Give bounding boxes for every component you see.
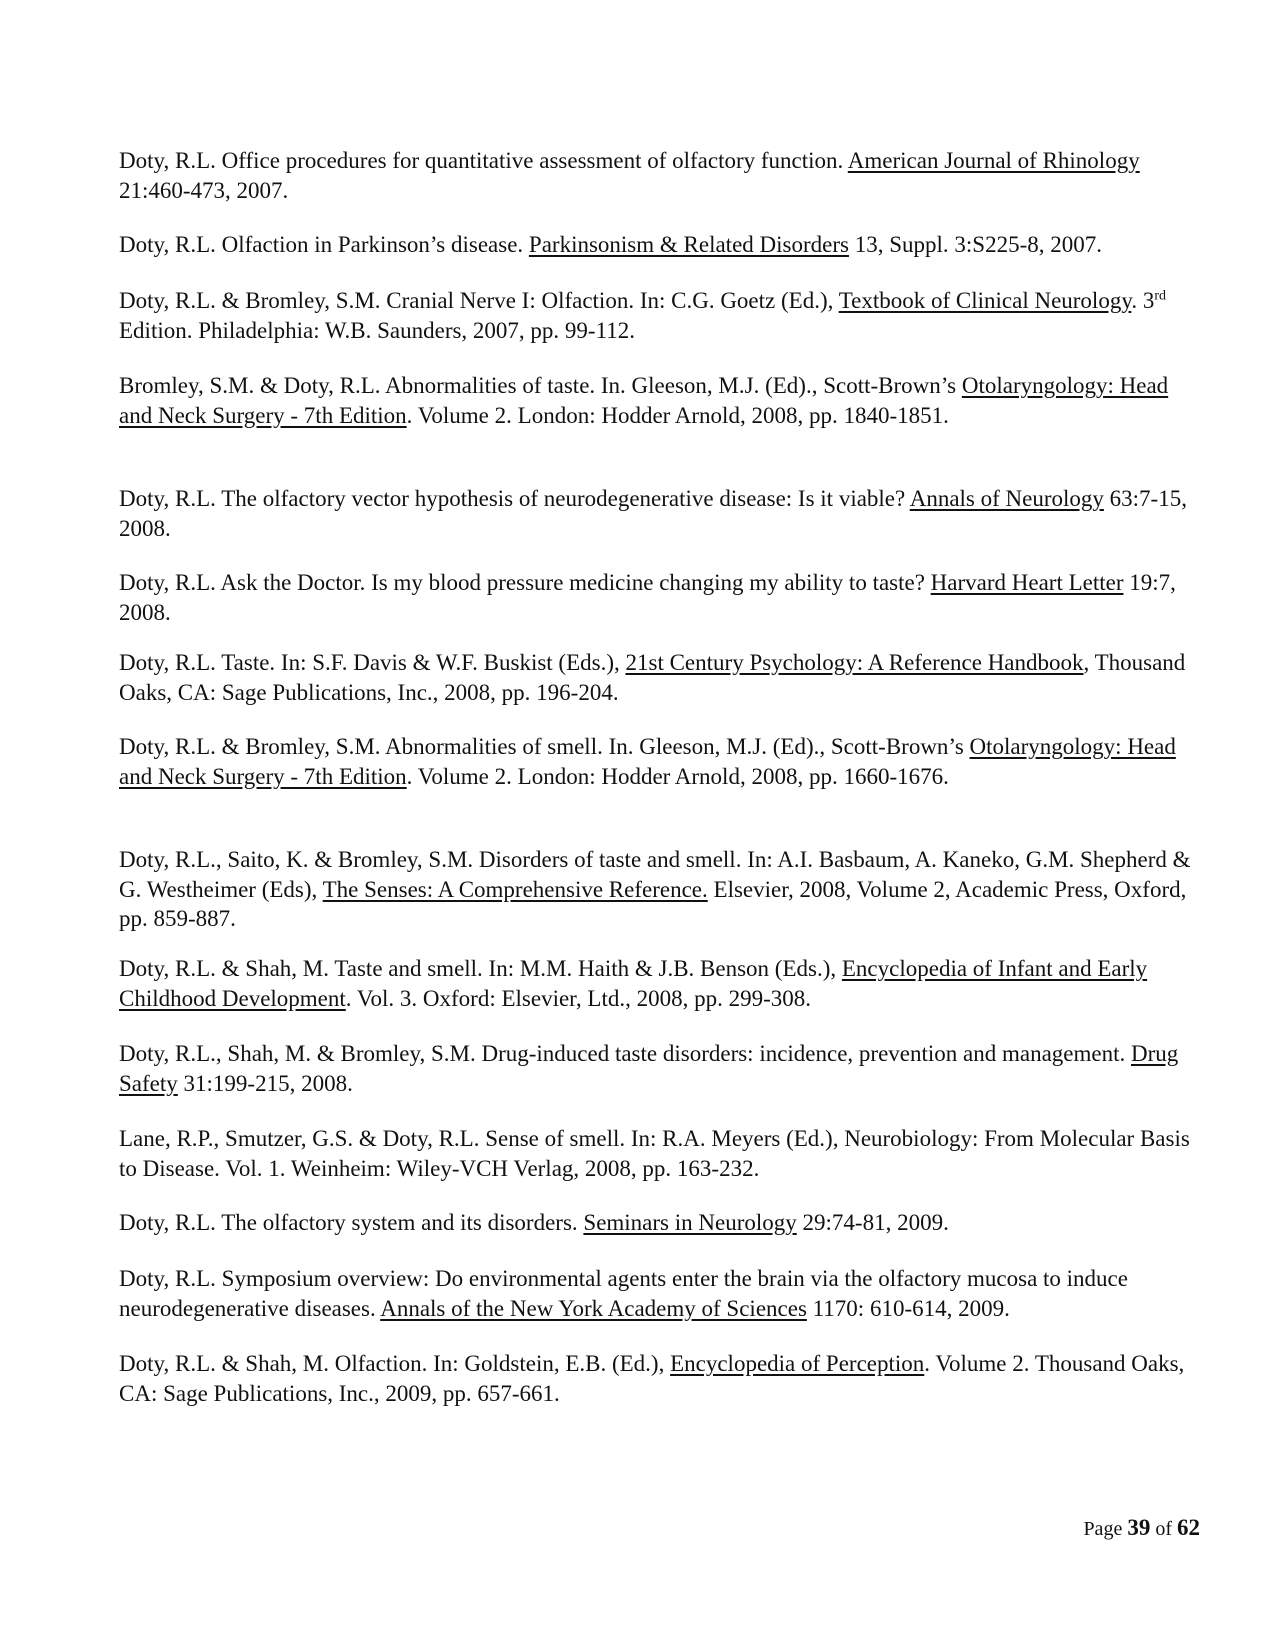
reference-item: Doty, R.L. Taste. In: S.F. Davis & W.F. Buskist (Eds.), 21st Century Psychology: A Reference Handbook, Thousand Oaks, CA: Sage Publications, Inc., 2008, pp. 196-204. bbox=[119, 650, 1186, 705]
source-title: Annals of Neurology bbox=[909, 486, 1104, 511]
source-title: Otolaryngology: Head and Neck Surgery - 7th Edition bbox=[119, 373, 1169, 428]
reference-item: Doty, R.L. & Shah, M. Taste and smell. In: M.M. Haith & J.B. Benson (Eds.), Encyclopedia of Infant and Early Childhood Development. Vol. 3. Oxford: Elsevier, Ltd., 2008, pp. 299-308. bbox=[119, 956, 1148, 1011]
source-title: Parkinsonism & Related Disorders bbox=[528, 232, 849, 257]
reference-item: Doty, R.L., Saito, K. & Bromley, S.M. Disorders of taste and smell. In: A.I. Basbaum, A. Kaneko, G.M. Shepherd & G. Westheimer (Eds), The Senses: A Comprehensive Reference. Elsevier, 2008, Volume 2, Academic Press, Oxford, pp. 859-887. bbox=[119, 847, 1191, 931]
reference-item: Lane, R.P., Smutzer, G.S. & Doty, R.L. Sense of smell. In: R.A. Meyers (Ed.), Neurobiology: From Molecular Basis to Disease. Vol. 1. Weinheim: Wiley-VCH Verlag, 2008, pp. 163-232. bbox=[119, 1126, 1190, 1181]
source-title: Seminars in Neurology bbox=[583, 1210, 797, 1235]
reference-item: Doty, R.L. Olfaction in Parkinson’s disease. Parkinsonism & Related Disorders 13, Suppl. 3:S225-8, 2007. bbox=[119, 232, 1102, 257]
source-title: Drug Safety bbox=[119, 1041, 1179, 1096]
source-title: Annals of the New York Academy of Sciences bbox=[380, 1295, 807, 1321]
reference-item: Bromley, S.M. & Doty, R.L. Abnormalities of taste. In. Gleeson, M.J. (Ed)., Scott-Brown’s Otolaryngology: Head and Neck Surgery - 7th Edition. Volume 2. London: Hodder Arnold, 2008, pp. 1840-1851. bbox=[119, 373, 1169, 428]
reference-item: Doty, R.L. & Bromley, S.M. Cranial Nerve I: Olfaction. In: C.G. Goetz (Ed.), Textbook of Clinical Neurology. 3rd Edition. Philadelphia: W.B. Saunders, 2007, pp. 99-112. bbox=[119, 288, 1167, 343]
source-title: Otolaryngology: Head and Neck Surgery - 7th Edition bbox=[119, 734, 1176, 789]
source-title: Harvard Heart Letter bbox=[930, 570, 1124, 595]
reference-item: Doty, R.L. The olfactory system and its disorders. Seminars in Neurology 29:74-81, 2009. bbox=[119, 1210, 949, 1235]
source-title: Encyclopedia of Perception bbox=[670, 1351, 925, 1376]
reference-item: Doty, R.L. Ask the Doctor. Is my blood pressure medicine changing my ability to taste? Harvard Heart Letter 19:7, 2008. bbox=[119, 570, 1176, 625]
reference-item: Doty, R.L. The olfactory vector hypothesis of neurodegenerative disease: Is it viable? Annals of Neurology 63:7-15, 2008. bbox=[119, 486, 1187, 541]
source-title: Encyclopedia of Infant and Early Childhood Development bbox=[119, 956, 1148, 1011]
page-number: Page 39 of 62 bbox=[1083, 1515, 1200, 1540]
reference-item: Doty, R.L., Shah, M. & Bromley, S.M. Drug-induced taste disorders: incidence, prevention and management. Drug Safety 31:199-215, 2008. bbox=[119, 1041, 1179, 1096]
reference-item: Doty, R.L. & Bromley, S.M. Abnormalities of smell. In. Gleeson, M.J. (Ed)., Scott-Brown’s Otolaryngology: Head and Neck Surgery - 7th Edition. Volume 2. London: Hodder Arnold, 2008, pp. 1660-1676. bbox=[119, 734, 1176, 789]
reference-item: Doty, R.L. Office procedures for quantitative assessment of olfactory function. American Journal of Rhinology 21:460-473, 2007. bbox=[119, 148, 1140, 203]
source-title: 21st Century Psychology: A Reference Handbook bbox=[625, 650, 1084, 675]
source-title: Textbook of Clinical Neurology bbox=[838, 288, 1132, 313]
source-title: American Journal of Rhinology bbox=[847, 148, 1140, 173]
reference-item: Doty, R.L. & Shah, M. Olfaction. In: Goldstein, E.B. (Ed.), Encyclopedia of Perception. Volume 2. Thousand Oaks, CA: Sage Publications, Inc., 2009, pp. 657-661. bbox=[119, 1351, 1185, 1406]
source-title: The Senses: A Comprehensive Reference. bbox=[322, 876, 708, 902]
reference-item: Doty, R.L. Symposium overview: Do environmental agents enter the brain via the olfactory mucosa to induce neurodegenerative diseases. Annals of the New York Academy of Sciences 1170: 610-614, 2009. bbox=[119, 1266, 1128, 1321]
